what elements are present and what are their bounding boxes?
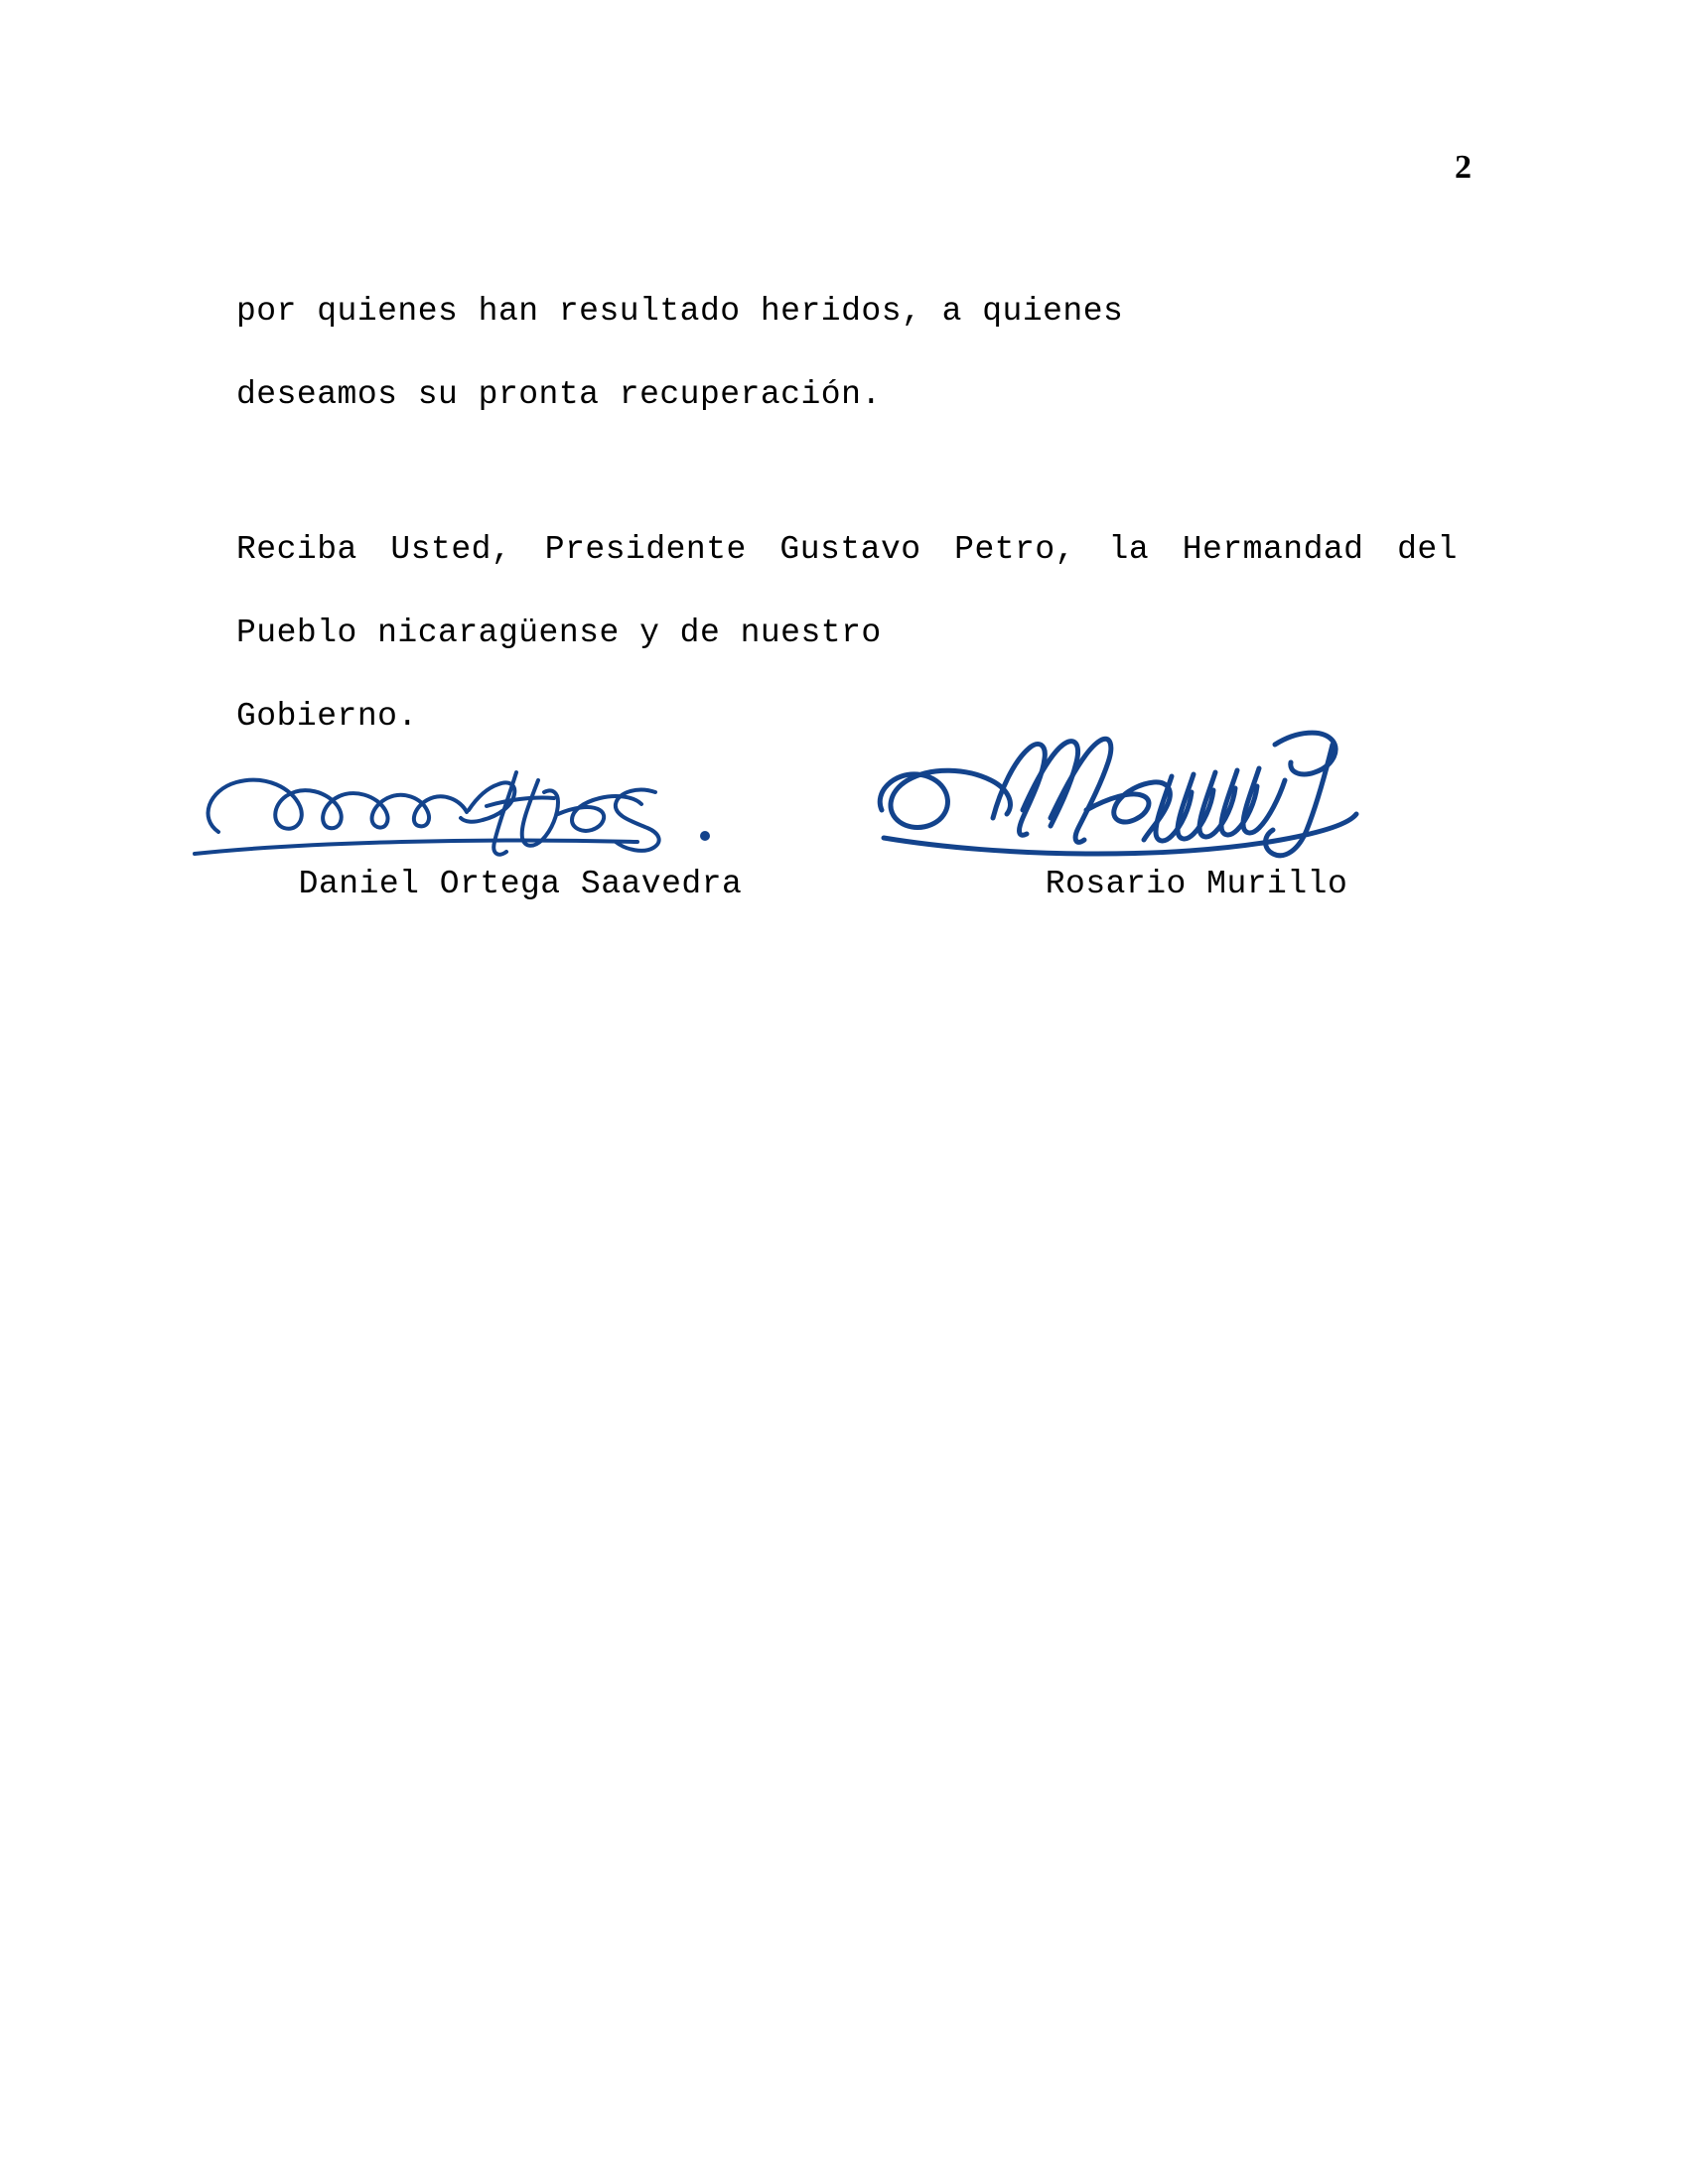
paragraph-line: Gobierno. — [236, 698, 418, 735]
paragraph-line: por quienes han resultado heridos, a quienes — [236, 293, 1124, 330]
paragraph-line: deseamos su pronta recuperación. — [236, 376, 882, 413]
signature-murillo-icon — [874, 715, 1489, 864]
paragraph-line: Reciba Usted, Presidente Gustavo Petro, la — [236, 531, 1150, 568]
signature-block-murillo — [874, 715, 1489, 902]
signature-block-ortega — [189, 715, 844, 902]
signature-ortega-icon — [189, 715, 844, 864]
paragraph-block — [236, 270, 1458, 437]
signature-name-murillo: Rosario Murillo — [1045, 866, 1348, 902]
signature-name-ortega: Daniel Ortega Saavedra — [298, 866, 743, 902]
page-number: 2 — [1455, 149, 1472, 186]
paragraph-line: Hermandad del Pueblo nicaragüense y de nuestro — [236, 531, 1458, 651]
paragraph-text — [236, 270, 1458, 437]
signature-area — [189, 715, 1529, 973]
